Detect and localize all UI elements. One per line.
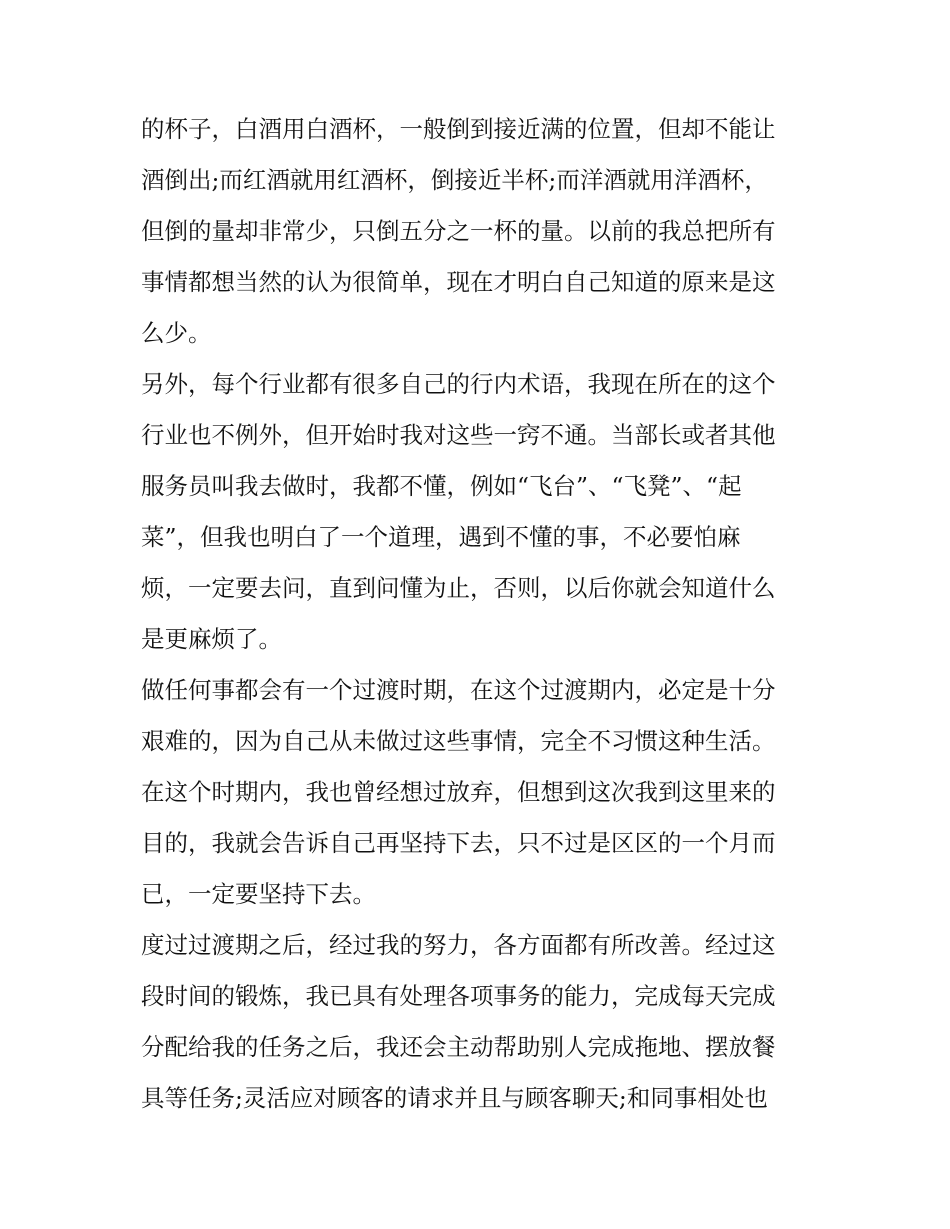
text-line: 具等任务;灵活应对顾客的请求并且与顾客聊天;和同事相处也 xyxy=(141,1084,768,1112)
text-line: 么少。 xyxy=(141,319,212,347)
text-line: 但倒的量却非常少，只倒五分之一杯的量。以前的我总把所有 xyxy=(141,217,776,245)
text-line: 分配给我的任务之后，我还会主动帮助别人完成拖地、摆放餐 xyxy=(141,1033,776,1061)
text-line: 服务员叫我去做时，我都不懂，例如“飞台”、“飞凳”、“起 xyxy=(141,472,742,500)
text-line: 酒倒出;而红酒就用红酒杯，倒接近半杯;而洋酒就用洋酒杯， xyxy=(141,166,768,194)
text-line: 事情都想当然的认为很简单，现在才明白自己知道的原来是这 xyxy=(141,268,776,296)
text-line: 已，一定要坚持下去。 xyxy=(141,880,376,908)
text-line: 菜”，但我也明白了一个道理，遇到不懂的事，不必要怕麻 xyxy=(141,523,741,551)
text-line: 段时间的锻炼，我已具有处理各项事务的能力，完成每天完成 xyxy=(141,982,776,1010)
text-line: 在这个时期内，我也曾经想过放弃，但想到这次我到这里来的 xyxy=(141,778,776,806)
text-line: 做任何事都会有一个过渡时期，在这个过渡期内，必定是十分 xyxy=(141,676,776,704)
body-text xyxy=(141,104,821,1124)
text-line: 艰难的，因为自己从未做过这些事情，完全不习惯这种生活。 xyxy=(141,727,776,755)
text-line: 是更麻烦了。 xyxy=(141,625,282,653)
text-line: 另外，每个行业都有很多自己的行内术语，我现在所在的这个 xyxy=(141,370,776,398)
text-line: 的杯子，白酒用白酒杯，一般倒到接近满的位置，但却不能让 xyxy=(141,115,776,143)
text-line: 度过过渡期之后，经过我的努力，各方面都有所改善。经过这 xyxy=(141,931,776,959)
text-line: 行业也不例外，但开始时我对这些一窍不通。当部长或者其他 xyxy=(141,421,776,449)
text-line: 烦，一定要去问，直到问懂为止，否则，以后你就会知道什么 xyxy=(141,574,776,602)
text-line: 目的，我就会告诉自己再坚持下去，只不过是区区的一个月而 xyxy=(141,829,776,857)
